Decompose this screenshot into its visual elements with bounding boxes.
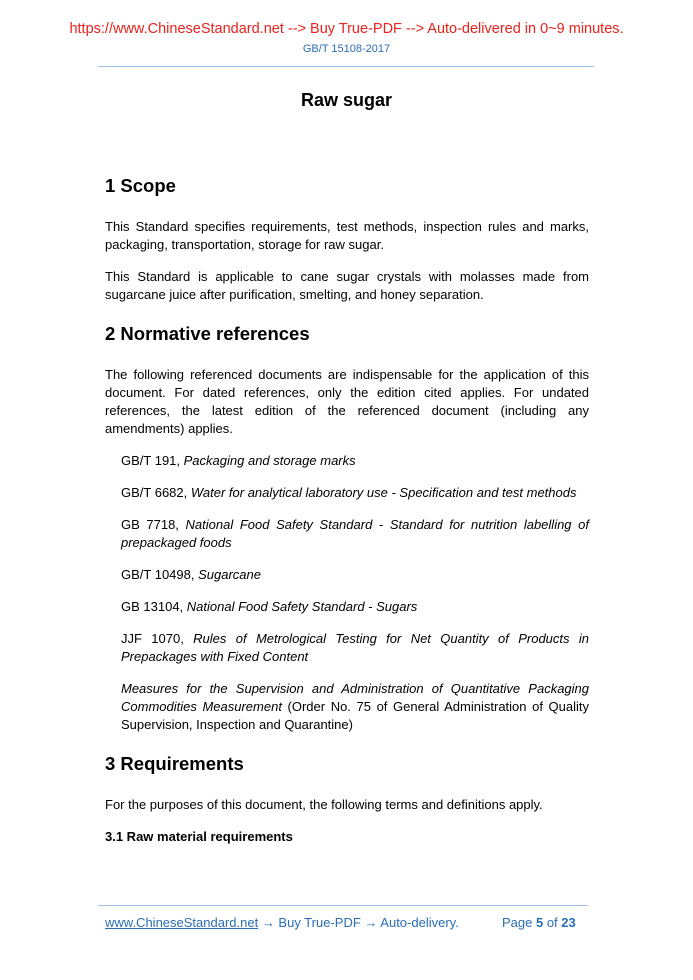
page-current: 5 [535, 915, 544, 930]
reference-item: GB 13104, National Food Safety Standard - Sugars [121, 599, 418, 614]
section-heading-requirements: 3 Requirements [105, 753, 244, 774]
header-divider [98, 66, 594, 67]
reference-item: GB/T 6682, Water for analytical laboratory use - Specification and test methods [121, 485, 577, 500]
requirements-intro: For the purposes of this document, the following terms and definitions apply. [105, 797, 543, 812]
footer-site-link[interactable]: www.ChineseStandard.net [105, 915, 259, 930]
section-heading-normative: 2 Normative references [105, 323, 310, 344]
footer-link-rest: → Buy True-PDF → Auto-delivery. [258, 915, 459, 930]
page-indicator: Page 5 of 23 [502, 915, 576, 930]
banner-link[interactable]: https://www.ChineseStandard.net --> Buy True-PDF --> Auto-delivered in 0~9 minutes. [69, 21, 624, 37]
reference-item: GB/T 191, Packaging and storage marks [121, 453, 356, 468]
reference-item: JJF 1070, Rules of Metrological Testing for Net Quantity of Products in Prepackages with Fixed Content [121, 631, 589, 664]
document-title: Raw sugar [300, 90, 393, 110]
scope-paragraph-1: This Standard specifies requirements, test methods, inspection rules and marks, packaging, transportation, storage for raw sugar. [105, 219, 589, 252]
subsection-heading: 3.1 Raw material requirements [105, 829, 293, 844]
footer-link[interactable] [105, 915, 459, 931]
footer-divider [98, 905, 588, 906]
scope-paragraph-2: This Standard is applicable to cane sugar crystals with molasses made from sugarcane juice after purification, smelting, and honey separation. [105, 269, 589, 302]
section-heading-scope: 1 Scope [105, 175, 176, 196]
page-total: 23 [561, 915, 576, 930]
reference-item: GB/T 10498, Sugarcane [121, 567, 261, 582]
reference-item: Measures for the Supervision and Administration of Quantitative Packaging Commodities Measurement (Order No. 75 of General Administration of Quality Supervision, Inspection and Quarantine) [121, 681, 589, 732]
document-body [105, 174, 589, 846]
normative-intro: The following referenced documents are indispensable for the application of this document. For dated references, only the edition cited applies. For undated references, the latest edition of the referenced document (including any amendments) applies. [105, 367, 589, 436]
reference-item: GB 7718, National Food Safety Standard - Standard for nutrition labelling of prepackaged foods [121, 517, 589, 550]
standard-code: GB/T 15108-2017 [302, 43, 391, 55]
